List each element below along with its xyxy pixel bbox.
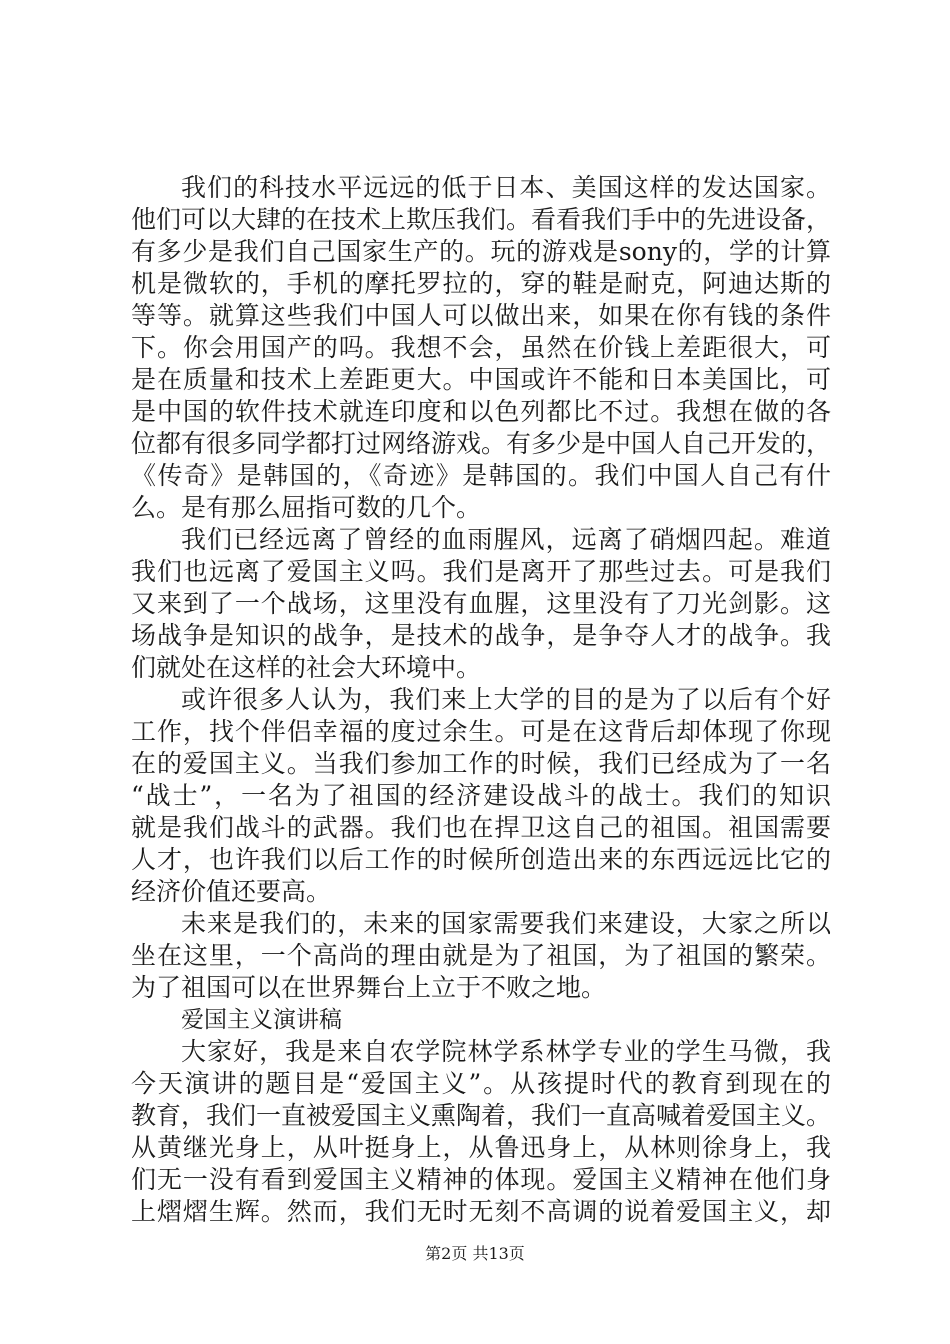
text-line: 为了祖国可以在世界舞台上立于不败之地。 — [131, 973, 607, 1002]
text-line: 又来到了一个战场，这里没有血腥，这里没有了刀光剑影。这 — [131, 589, 831, 618]
text-line: 有多少是我们自己国家生产的。玩的游戏是sony的，学的计算 — [131, 237, 831, 266]
text-line: 从黄继光身上，从叶挺身上，从鲁迅身上，从林则徐身上，我 — [131, 1133, 831, 1162]
text-line: 等等。就算这些我们中国人可以做出来，如果在你有钱的条件 — [131, 301, 831, 330]
text-line: 我们也远离了爱国主义吗。我们是离开了那些过去。可是我们 — [131, 557, 831, 586]
text-line: 坐在这里，一个高尚的理由就是为了祖国，为了祖国的繁荣。 — [131, 941, 831, 970]
text-line: 工作，找个伴侣幸福的度过余生。可是在这背后却体现了你现 — [131, 717, 831, 746]
text-line: 是在质量和技术上差距更大。中国或许不能和日本美国比，可 — [131, 365, 831, 394]
page-number-footer: 第2页 共13页 — [425, 1244, 525, 1263]
text-line: 我们的科技水平远远的低于日本、美国这样的发达国家。 — [181, 173, 831, 202]
text-line: 机是微软的，手机的摩托罗拉的，穿的鞋是耐克，阿迪达斯的 — [131, 269, 831, 298]
section-title: 爱国主义演讲稿 — [181, 1007, 342, 1033]
text-line: 未来是我们的，未来的国家需要我们来建设，大家之所以 — [181, 909, 831, 938]
text-line: 是中国的软件技术就连印度和以色列都比不过。我想在做的各 — [131, 397, 831, 426]
text-line: 或许很多人认为，我们来上大学的目的是为了以后有个好 — [181, 685, 831, 714]
text-line: 们就处在这样的社会大环境中。 — [131, 653, 482, 682]
text-line: 《传奇》是韩国的，《奇迹》是韩国的。我们中国人自己有什 — [131, 461, 831, 490]
text-line: 场战争是知识的战争，是技术的战争，是争夺人才的战争。我 — [131, 621, 831, 650]
text-line: 人才，也许我们以后工作的时候所创造出来的东西远远比它的 — [131, 845, 831, 874]
text-line: 今天演讲的题目是“爱国主义”。从孩提时代的教育到现在的 — [131, 1069, 831, 1098]
text-line: 他们可以大肆的在技术上欺压我们。看看我们手中的先进设备， — [131, 205, 832, 234]
text-line: 在的爱国主义。当我们参加工作的时候，我们已经成为了一名 — [131, 749, 831, 778]
text-line: 我们已经远离了曾经的血雨腥风，远离了硝烟四起。难道 — [181, 525, 831, 554]
text-line: 位都有很多同学都打过网络游戏。有多少是中国人自己开发的， — [131, 429, 832, 458]
text-line: 下。你会用国产的吗。我想不会，虽然在价钱上差距很大，可 — [131, 333, 831, 362]
text-line: “战士”，一名为了祖国的经济建设战斗的战士。我们的知识 — [131, 781, 831, 810]
text-line: 大家好，我是来自农学院林学系林学专业的学生马微，我 — [181, 1037, 831, 1066]
text-line: 上熠熠生辉。然而，我们无时无刻不高调的说着爱国主义，却 — [131, 1197, 831, 1226]
text-line: 教育，我们一直被爱国主义熏陶着，我们一直高喊着爱国主义。 — [131, 1101, 832, 1130]
text-line: 们无一没有看到爱国主义精神的体现。爱国主义精神在他们身 — [131, 1165, 831, 1194]
text-line: 么。是有那么屈指可数的几个。 — [131, 493, 482, 522]
document-body — [131, 172, 831, 1228]
text-line: 就是我们战斗的武器。我们也在捍卫这自己的祖国。祖国需要 — [131, 813, 831, 842]
text-line: 经济价值还要高。 — [131, 877, 332, 906]
